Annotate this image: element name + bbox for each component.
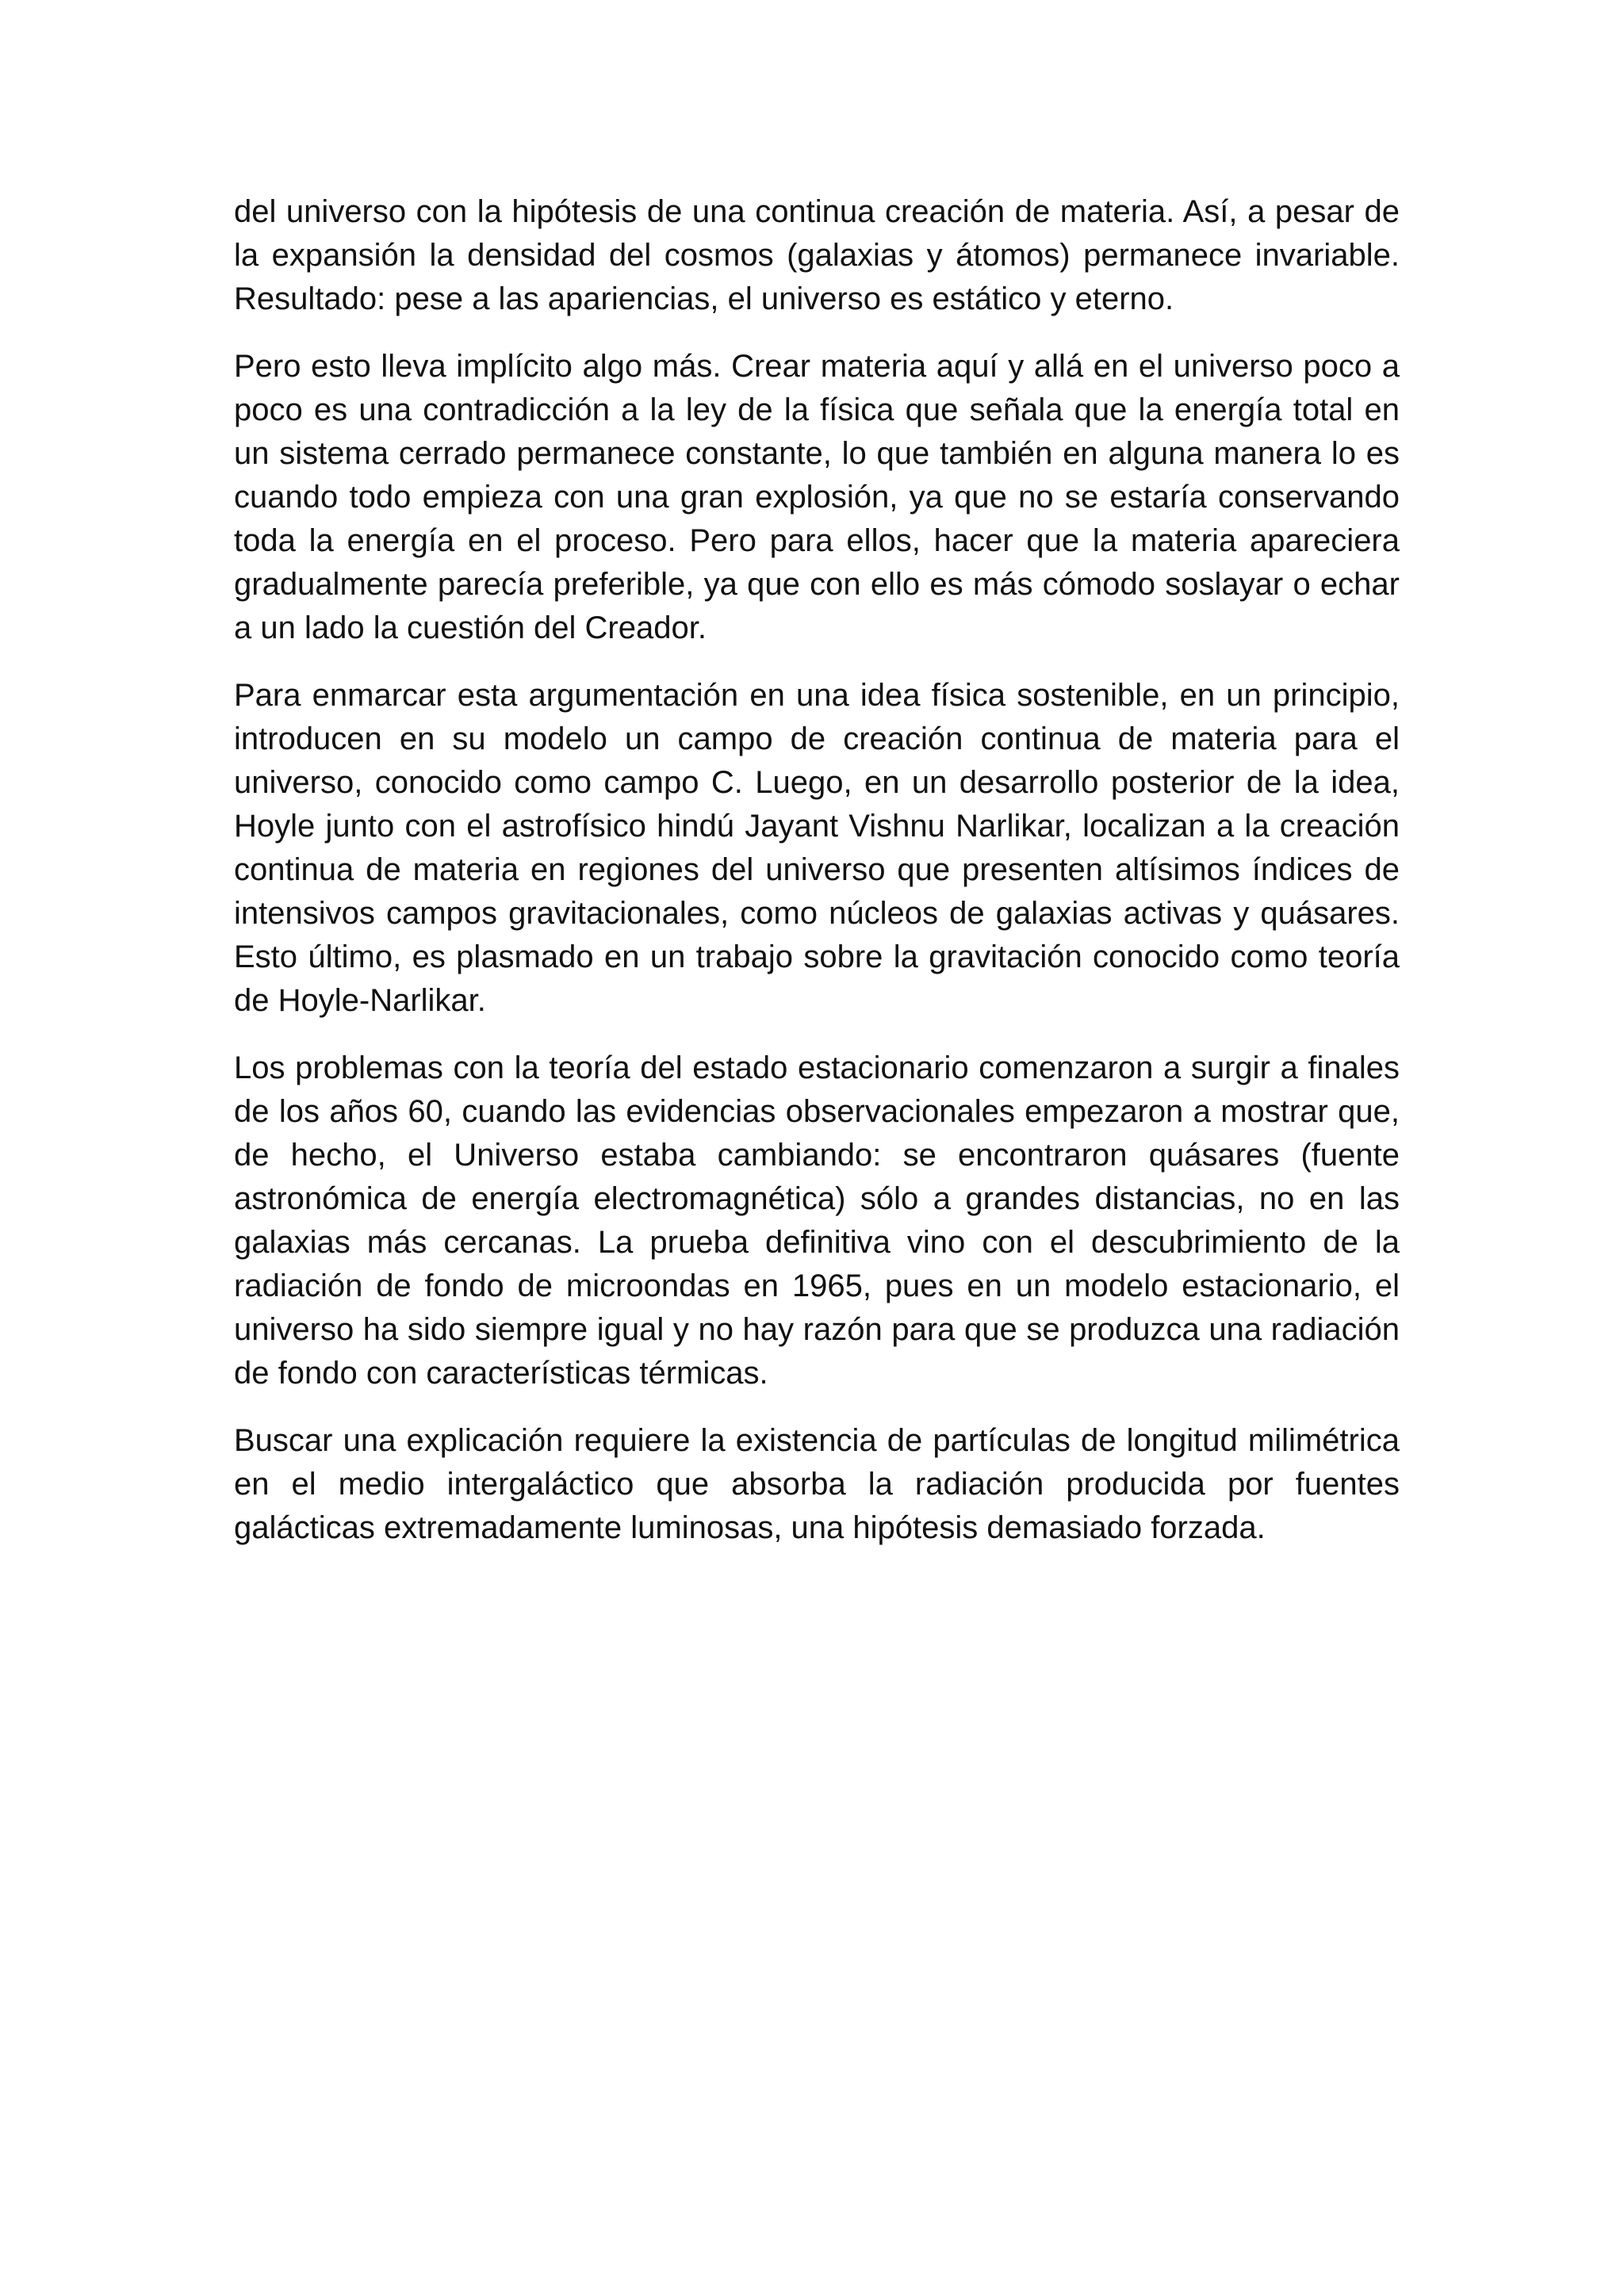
paragraph-5: Buscar una explicación requiere la existencia de partículas de longitud milimétrica en el medio intergaláctico que absorba la radiación producida por fuentes galácticas extremadamente luminosas, una hipótesis demasiado forzada. xyxy=(234,1423,1400,1545)
paragraph-1: del universo con la hipótesis de una continua creación de materia. Así, a pesar de la expansión la densidad del cosmos (galaxias y átomos) permanece invariable. Resultado: pese a las apariencias, el universo es estático y eterno. xyxy=(234,194,1400,316)
document-body xyxy=(234,190,1400,1574)
paragraph-3: Para enmarcar esta argumentación en una idea física sostenible, en un principio, introducen en su modelo un campo de creación continua de materia para el universo, conocido como campo C. Luego, en un desarrollo posterior de la idea, Hoyle junto con el astrofísico hindú Jayant Vishnu Narlikar, localizan a la creación continua de materia en regiones del universo que presenten altísimos índices de intensivos campos gravitacionales, como núcleos de galaxias activas y quásares. Esto último, es plasmado en un trabajo sobre la gravitación conocido como teoría de Hoyle-Narlikar. xyxy=(234,678,1400,1018)
paragraph-2: Pero esto lleva implícito algo más. Crear materia aquí y allá en el universo poco a poco es una contradicción a la ley de la física que señala que la energía total en un sistema cerrado permanece constante, lo que también en alguna manera lo es cuando todo empieza con una gran explosión, ya que no se estaría conservando toda la energía en el proceso. Pero para ellos, hacer que la materia apareciera gradualmente parecía preferible, ya que con ello es más cómodo soslayar o echar a un lado la cuestión del Creador. xyxy=(234,349,1400,645)
paragraph-4: Los problemas con la teoría del estado estacionario comenzaron a surgir a finales de los años 60, cuando las evidencias observacionales empezaron a mostrar que, de hecho, el Universo estaba cambiando: se encontraron quásares (fuente astronómica de energía electromagnética) sólo a grandes distancias, no en las galaxias más cercanas. La prueba definitiva vino con el descubrimiento de la radiación de fondo de microondas en 1965, pues en un modelo estacionario, el universo ha sido siempre igual y no hay razón para que se produzca una radiación de fondo con características térmicas. xyxy=(234,1050,1400,1391)
